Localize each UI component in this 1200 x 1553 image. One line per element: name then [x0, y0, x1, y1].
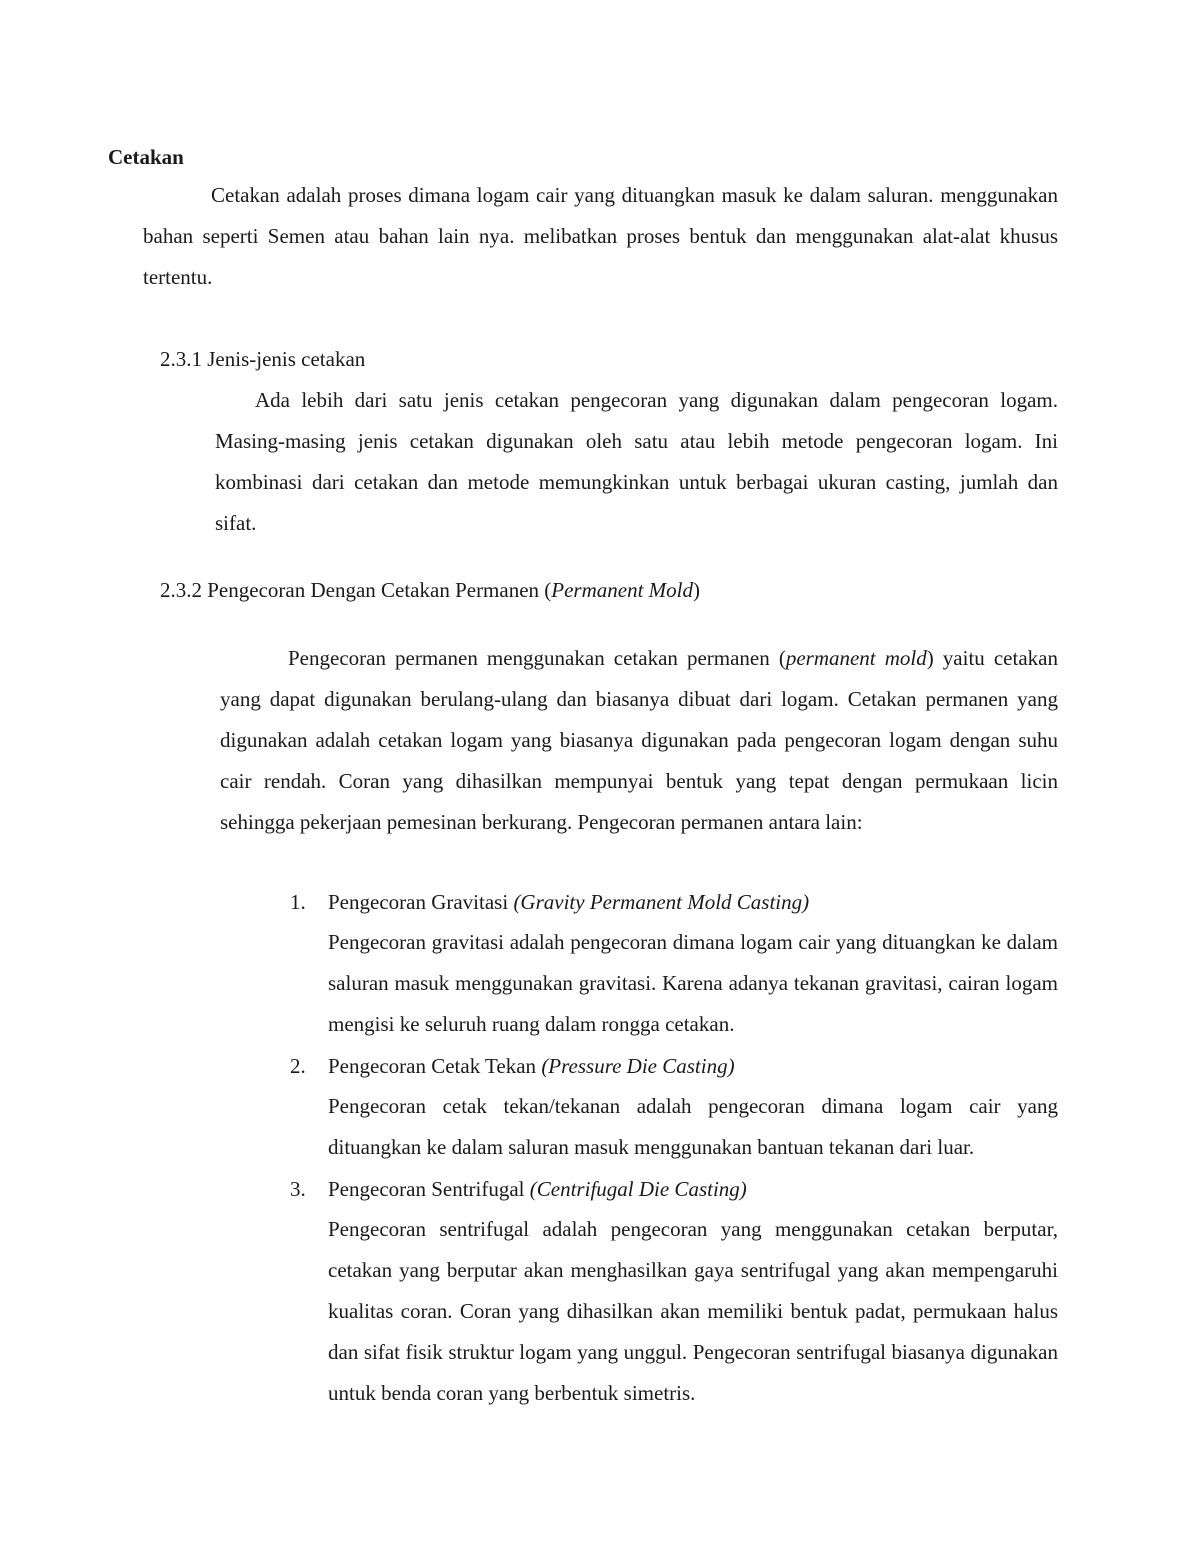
list-number: 2. — [290, 1054, 306, 1078]
list-item-title — [328, 1046, 1058, 1086]
list-item-title — [328, 1169, 1058, 1209]
list-item-body: Pengecoran gravitasi adalah pengecoran dimana logam cair yang dituangkan ke dalam saluran masuk menggunakan gravitasi. Karena adanya tekanan gravitasi, cairan logam mengisi ke seluruh ruang dalam rongga cetakan. — [328, 930, 1058, 1036]
body-italic-term: permanent mold — [785, 646, 927, 670]
list-item-title-italic: (Gravity Permanent Mold Casting) — [513, 890, 810, 914]
list-item — [290, 882, 1058, 1045]
title-italic-term: Permanent Mold — [551, 578, 694, 602]
subsection-body-231: Ada lebih dari satu jenis cetakan pengecoran yang digunakan dalam pengecoran logam. Masing-masing jenis cetakan digunakan oleh satu atau lebih metode pengecoran logam. Ini kombinasi dari cetakan dan metode memungkinkan untuk berbagai ukuran casting, jumlah dan sifat. — [215, 388, 1058, 535]
list-item — [290, 1169, 1058, 1414]
title-text: 2.3.2 Pengecoran Dengan Cetakan Permanen ( — [160, 578, 552, 602]
list-item-title-italic: (Centrifugal Die Casting) — [529, 1177, 747, 1201]
subsection-body-232 — [220, 638, 1058, 843]
list-number: 3. — [290, 1177, 306, 1201]
body-text-rest: ) yaitu cetakan yang dapat digunakan berulang-ulang dan biasanya dibuat dari logam. Cetakan permanen yang digunakan adalah cetakan logam yang biasanya digunakan pada pengecoran logam dengan suhu cair rendah. Coran yang dihasilkan mempunyai bentuk yang tepat dengan permukaan licin sehingga pekerjaan pemesinan berkurang. Pengecoran permanen antara lain: — [220, 646, 1058, 834]
list-item-body: Pengecoran cetak tekan/tekanan adalah pengecoran dimana logam cair yang dituangkan ke dalam saluran masuk menggunakan bantuan tekanan dari luar. — [328, 1094, 1058, 1159]
list-item-title — [328, 882, 1058, 922]
title-close: ) — [693, 578, 701, 602]
subsection-title-232 — [160, 576, 700, 604]
body-text-start: Pengecoran permanen menggunakan cetakan permanen ( — [288, 646, 786, 670]
list-item-body: Pengecoran sentrifugal adalah pengecoran yang menggunakan cetakan berputar, cetakan yang berputar akan menghasilkan gaya sentrifugal yang akan mempengaruhi kualitas coran. Coran yang dihasilkan akan memiliki bentuk padat, permukaan halus dan sifat fisik struktur logam yang unggul. Pengecoran sentrifugal biasanya digunakan untuk benda coran yang berbentuk simetris. — [328, 1217, 1058, 1405]
list-item-title-italic: (Pressure Die Casting) — [541, 1054, 735, 1078]
section-heading: Cetakan — [108, 145, 184, 169]
list-number: 1. — [290, 890, 306, 914]
intro-paragraph: Cetakan adalah proses dimana logam cair yang dituangkan masuk ke dalam saluran. menggunakan bahan seperti Semen atau bahan lain nya. melibatkan proses bentuk dan menggunakan alat-alat khusus tertentu. — [143, 183, 1058, 289]
list-item — [290, 1046, 1058, 1168]
list-item-title-text: Pengecoran Sentrifugal — [328, 1177, 530, 1201]
casting-methods-list — [290, 882, 1058, 1415]
subsection-title-231: 2.3.1 Jenis-jenis cetakan — [160, 347, 366, 371]
list-item-title-text: Pengecoran Gravitasi — [328, 890, 514, 914]
list-item-title-text: Pengecoran Cetak Tekan — [328, 1054, 542, 1078]
